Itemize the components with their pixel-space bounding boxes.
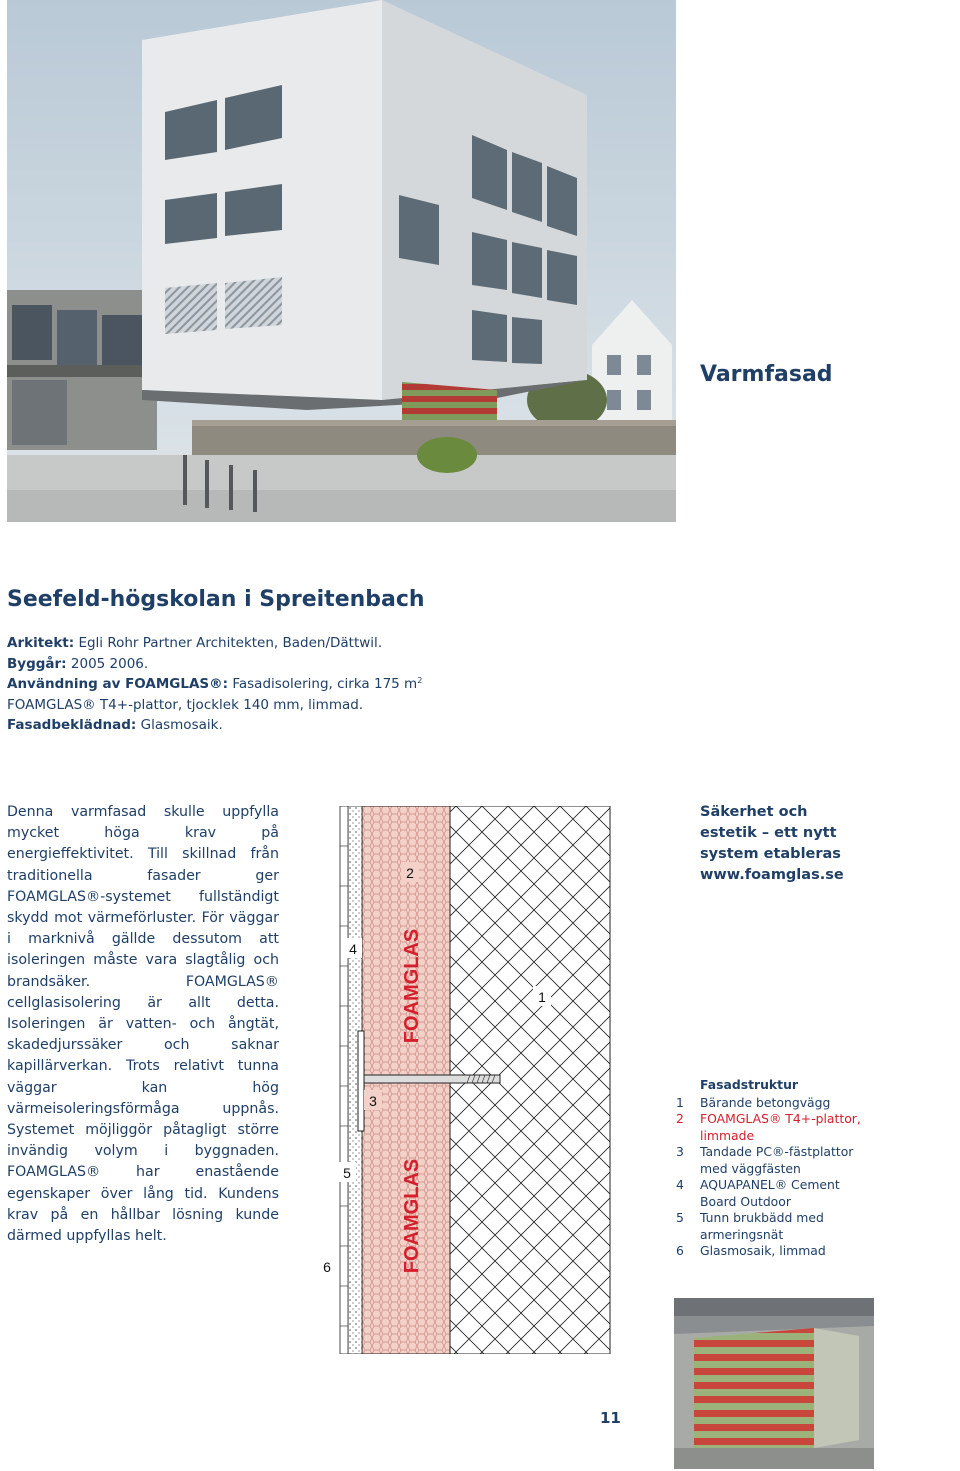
- mosaic-detail-photo: [674, 1298, 874, 1469]
- callout-5: 5: [343, 1165, 351, 1181]
- year-line: [7, 654, 447, 675]
- fastening-plate: [358, 1031, 364, 1131]
- cladding-value: Glasmosaik.: [140, 717, 223, 733]
- legend-text: Glasmosaik, limmad: [700, 1243, 826, 1258]
- promo-heading: [700, 802, 900, 886]
- callout-3: 3: [369, 1093, 377, 1109]
- legend-text: FOAMGLAS® T4+-plattor, limmade: [700, 1111, 861, 1143]
- legend-num: 4: [676, 1177, 684, 1192]
- callout-2: 2: [406, 865, 414, 881]
- legend-text: Tandade PC®-fästplattor med väggfästen: [700, 1144, 854, 1176]
- usage-value: Fasadisolering, cirka 175 m: [232, 676, 418, 692]
- facade-section-diagram: [300, 806, 620, 1354]
- legend-num: 3: [676, 1144, 684, 1159]
- promo-line-2: estetik – ett nytt: [700, 825, 837, 841]
- legend-facade-structure: [672, 1077, 872, 1260]
- foamglas-stamp-lower: FOAMGLAS: [401, 1158, 423, 1274]
- legend-num: 2: [676, 1111, 684, 1126]
- callout-6: 6: [323, 1259, 331, 1275]
- project-title: Seefeld-högskolan i Spreitenbach: [7, 587, 425, 612]
- legend-num: 1: [676, 1094, 684, 1110]
- cladding-line: [7, 715, 447, 736]
- page-number: 11: [600, 1409, 621, 1427]
- architect-label: Arkitekt:: [7, 635, 75, 651]
- legend-item: [672, 1177, 872, 1210]
- year-value: 2005 2006.: [70, 655, 149, 672]
- legend-item: [672, 1111, 872, 1144]
- architect-line: [7, 633, 447, 654]
- cladding-label: Fasadbeklädnad:: [7, 717, 137, 733]
- hero-building-photo: [7, 0, 676, 522]
- legend-text: Tunn brukbädd med armeringsnät: [700, 1210, 824, 1242]
- layer-mosaic: [340, 806, 348, 1354]
- body-text: Denna varmfasad skulle uppfylla mycket höga krav på energieffektivitet. Till skillnad från traditionella fasader ger FOAMGLAS®-systemet fullständigt skydd mot värmeförluster. För väggar i marknivå gällde dessutom att isoleringen måste vara slagtålig och brandsäker. FOAMGLAS® cellglasisolering är allt detta. Isoleringen är vatten- och ångtät, skadedjurssäker och saknar kapillärverkan. Trots relativt tunna väggar kan hög värmeisoleringsförmåga uppnås. Systemet möjliggör påtagligt större invändig volym i byggnaden. FOAMGLAS® har enastående egenskaper över lång tid. Kundens krav på en hållbar lösning kunde därmed uppfyllas helt.: [7, 804, 279, 1245]
- promo-line-1: Säkerhet och: [700, 804, 808, 820]
- foamglas-stamp-upper: FOAMGLAS: [401, 928, 423, 1044]
- usage-line: [7, 674, 447, 695]
- usage-sup: 2: [417, 676, 423, 685]
- legend-title: Fasadstruktur: [700, 1077, 799, 1092]
- project-facts: [7, 633, 447, 736]
- legend-item: [672, 1095, 872, 1112]
- callout-4: 4: [349, 941, 357, 957]
- legend-item: [672, 1144, 872, 1177]
- legend-item: [672, 1210, 872, 1243]
- promo-line-3: system etableras: [700, 846, 841, 862]
- year-label: Byggår:: [7, 655, 67, 672]
- legend-text: Bärande betongvägg: [700, 1094, 831, 1110]
- usage-label: Användning av FOAMGLAS®:: [7, 676, 229, 692]
- callout-1: 1: [538, 989, 546, 1005]
- usage-line-2: FOAMGLAS® T4+-plattor, tjocklek 140 mm, limmad.: [7, 696, 364, 713]
- legend-num: 6: [676, 1243, 684, 1258]
- promo-url-link[interactable]: www.foamglas.se: [700, 867, 844, 883]
- architect-value: Egli Rohr Partner Architekten, Baden/Dättwil.: [78, 635, 383, 651]
- legend-num: 5: [676, 1210, 684, 1225]
- section-title: Varmfasad: [700, 362, 833, 387]
- legend-item: [672, 1243, 872, 1260]
- legend-text: AQUAPANEL® Cement Board Outdoor: [700, 1177, 840, 1209]
